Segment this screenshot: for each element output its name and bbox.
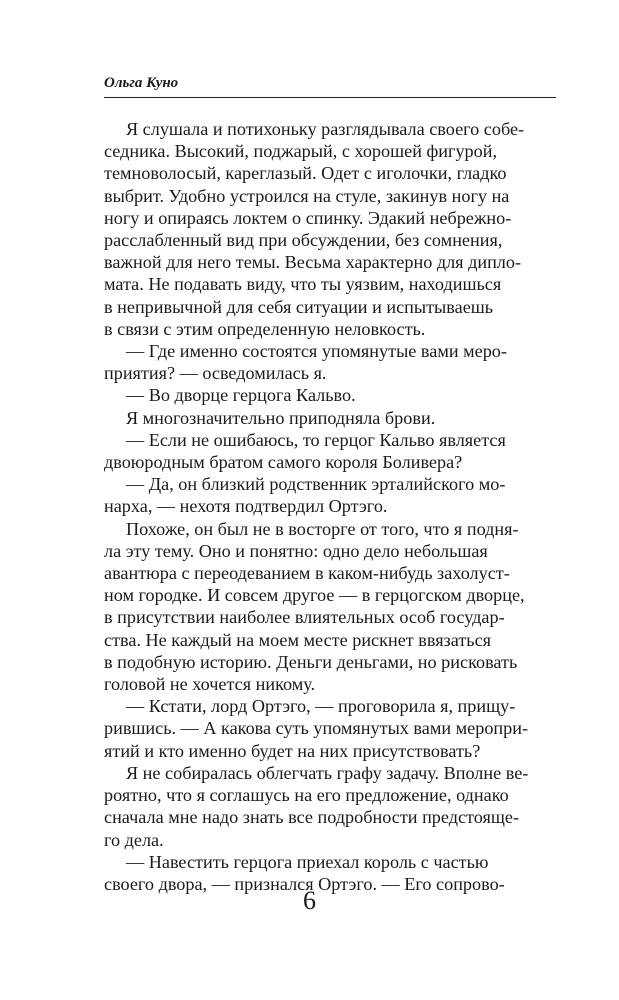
page-number: 6 [303, 886, 316, 915]
paragraph: — Навестить герцога приехал король с частью своего двора, — признался Ортэго. — Его сопрово- [104, 851, 505, 894]
paragraph: — Кстати, лорд Ортэго, — проговорила я, прищу- рившись. — А какова суть упомянутых вами меропри- ятий и кто именно будет на них присутствовать? [104, 696, 529, 761]
paragraph: — Где именно состоятся упомянутые вами меро- приятия? — осведомилась я. [104, 341, 507, 384]
paragraph: Похоже, он был не в восторге от того, что я подня- ла эту тему. Оно и понятно: одно дело небольшая авантюра с переодеванием в каком-нибудь захолуст- ном городке. И совсем другое — в герцогском дворце, в присутствии наиболее влиятельных особ государ- ства. Не каждый на моем месте рискнет ввязаться в подобную историю. Деньги деньгами, но рисковать головой не хочется никому. [104, 518, 525, 695]
paragraph: Я слушала и потихоньку разглядывала своего собе- седника. Высокий, поджарый, с хорошей фигурой, темноволосый, кареглазый. Одет с иголочки, гладко выбрит. Удобно устроился на стуле, закинув ногу на ногу и опираясь локтем о спинку. Эдакий небрежно- расслабленный вид при обсуждении, без сомнения, важной для него темы. Весьма характерно для дипло- мата. Не подавать виду, что ты уязвим, находишься в непривычной для себя ситуации и испытываешь в связи с этим определенную неловкость. [104, 119, 525, 339]
body-text [104, 118, 556, 895]
header-rule [104, 97, 556, 98]
paragraph: — Во дворце герцога Кальво. [126, 385, 356, 406]
running-head-author: Ольга Куно [104, 75, 179, 91]
paragraph: — Если не ошибаюсь, то герцог Кальво является двоюродным братом самого короля Боливера? [104, 429, 506, 473]
paragraph: Я многозначительно приподняла брови. [126, 407, 436, 428]
paragraph: — Да, он близкий родственник эрталийского мо- нарха, — нехотя подтвердил Ортэго. [104, 474, 506, 517]
paragraph: Я не собиралась облегчать графу задачу. Вполне ве- роятно, что я соглашусь на его предложение, однако сначала мне надо знать все подробности предстояще- го дела. [104, 762, 529, 850]
